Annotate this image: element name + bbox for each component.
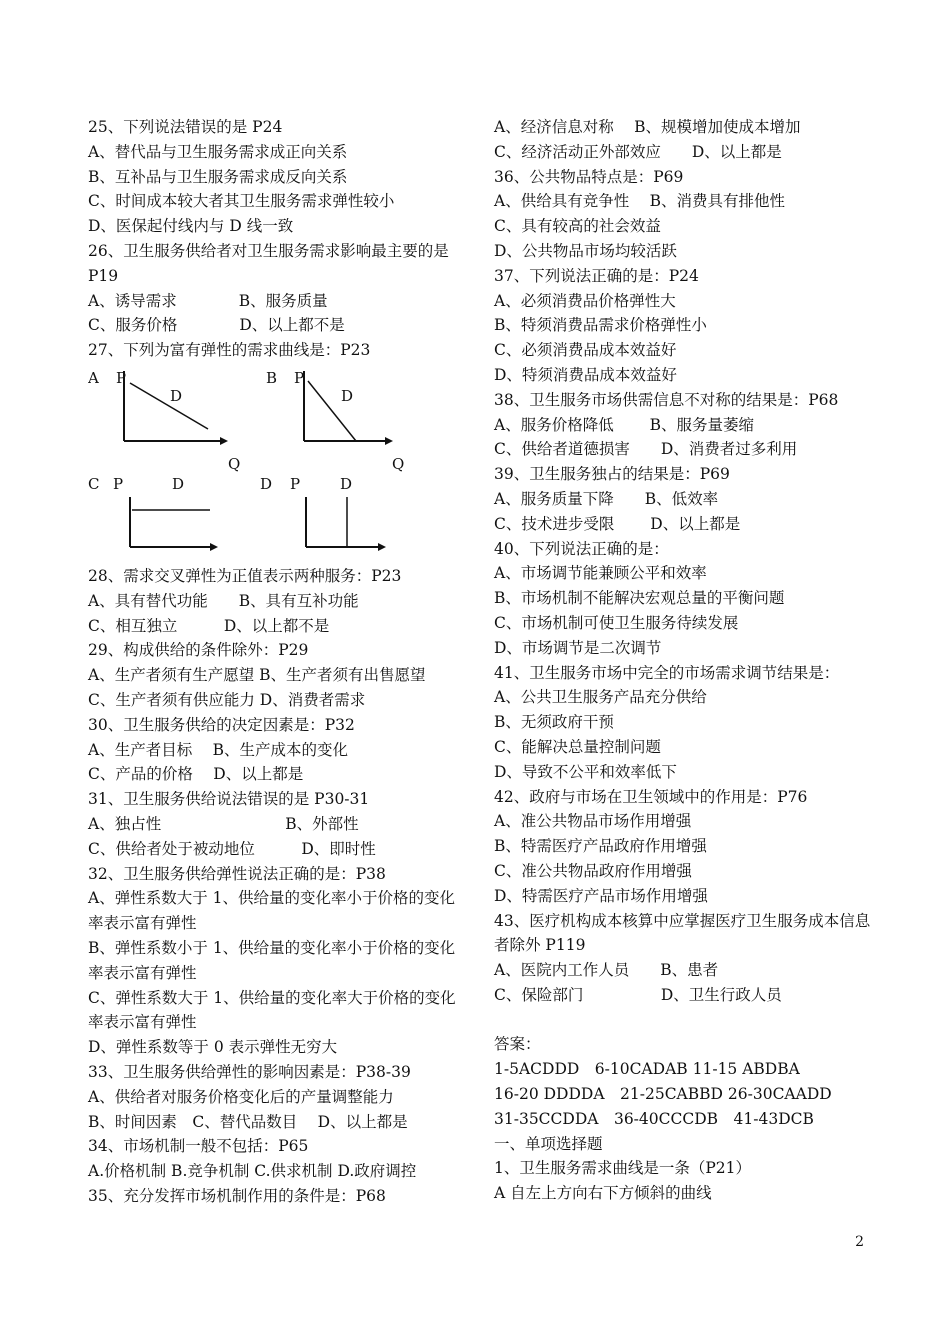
text-line: B、特需医疗产品政府作用增强 [494, 837, 707, 856]
text-line: C、具有较高的社会效益 [494, 217, 661, 236]
diagram-b-q-label: Q [392, 454, 405, 473]
answers-line: 31-35CCDDA 36-40CCCDB 41-43DCB [494, 1109, 814, 1128]
text-line: C、服务价格 D、以上都不是 [88, 316, 345, 335]
diagram-c-d-label: D [172, 474, 185, 493]
text-line: B、互补品与卫生服务需求成反向关系 [88, 167, 348, 186]
blank-line [494, 1008, 874, 1033]
text-line: B、市场机制不能解决宏观总量的平衡问题 [494, 589, 785, 608]
text-line: D、弹性系数等于 0 表示弹性无穷大 [88, 1038, 338, 1057]
text-line: 39、卫生服务独占的结果是：P69 [494, 465, 730, 484]
diagram-b-p-label: P [294, 368, 305, 387]
text-line: A、生产者目标 B、生产成本的变化 [88, 740, 349, 759]
text-line: 1、卫生服务需求曲线是一条（P21） [494, 1159, 752, 1178]
text-line: C、能解决总量控制问题 [494, 737, 661, 756]
right-column [494, 115, 874, 1206]
text-line: C、市场机制可使卫生服务待续发展 [494, 613, 739, 632]
diagram-c-p-label: P [113, 474, 124, 493]
text-line: C、时间成本较大者其卫生服务需求弹性较小 [88, 192, 395, 211]
diagram-b [266, 369, 404, 473]
diagram-d-arrow [378, 543, 386, 551]
text-line: 38、卫生服务市场供需信息不对称的结果是：P68 [494, 390, 839, 409]
text-line: A、弹性系数大于 1、供给量的变化率小于价格的变化率表示富有弹性 [88, 889, 455, 933]
diagram-a-demand-curve [130, 383, 208, 429]
diagram-a-d-label: D [170, 386, 183, 405]
answers-line: 1-5ACDDD 6-10CADAB 11-15 ABDBA [494, 1060, 800, 1079]
text-line: C、相互独立 D、以上都不是 [88, 616, 330, 635]
text-line: 42、政府与市场在卫生领域中的作用是：P76 [494, 787, 808, 806]
page-number: 2 [855, 1234, 864, 1250]
text-line: C、供给者处于被动地位 D、即时性 [88, 839, 376, 858]
text-line: 40、下列说法正确的是： [494, 539, 669, 558]
text-line: 26、卫生服务供给者对卫生服务需求影响最主要的是 P19 [88, 241, 449, 285]
text-line: 31、卫生服务供给说法错误的是 P30-31 [88, 790, 370, 809]
text-line: A、服务价格降低 B、服务量萎缩 [494, 415, 755, 434]
diagram-d-letter: D [260, 474, 273, 493]
text-line: A、生产者须有生产愿望 B、生产者须有出售愿望 [88, 666, 426, 685]
answers-heading: 答案： [494, 1035, 541, 1054]
text-line: A、经济信息对称 B、规模增加使成本增加 [494, 118, 801, 136]
text-line: A、服务质量下降 B、低效率 [494, 489, 719, 508]
text-line: 29、构成供给的条件除外：P29 [88, 641, 309, 660]
diagram-d-p-label: P [290, 474, 301, 493]
diagram-c [88, 475, 218, 551]
text-line: A、具有替代功能 B、具有互补功能 [88, 591, 359, 610]
text-line: C、经济活动正外部效应 D、以上都是 [494, 142, 782, 161]
text-line: 30、卫生服务供给的决定因素是：P32 [88, 715, 355, 734]
text-line: B、无须政府干预 [494, 713, 614, 732]
text-line: 27、下列为富有弹性的需求曲线是：P23 [88, 341, 371, 360]
demand-curve-figure [88, 363, 448, 564]
diagram-b-letter: B [266, 368, 278, 387]
text-line: B、时间因素 C、替代品数目 D、以上都是 [88, 1112, 408, 1131]
diagram-a-q-label: Q [228, 454, 241, 473]
diagram-c-letter: C [88, 474, 100, 493]
text-line: 43、医疗机构成本核算中应掌握医疗卫生服务成本信息者除外 P119 [494, 911, 871, 955]
text-line: C、必须消费品成本效益好 [494, 341, 677, 360]
diagram-a-p-label: P [116, 368, 127, 387]
text-line: A、替代品与卫生服务需求成正向关系 [88, 142, 348, 161]
text-line: C、技术进步受限 D、以上都是 [494, 514, 741, 533]
text-line: 35、充分发挥市场机制作用的条件是：P68 [88, 1186, 386, 1205]
text-line: A、供给具有竞争性 B、消费具有排他性 [494, 192, 786, 211]
text-line: A、市场调节能兼顾公平和效率 [494, 564, 707, 583]
text-line: A、独占性 B、外部性 [88, 814, 359, 833]
text-line: C、保险部门 D、卫生行政人员 [494, 985, 782, 1004]
text-line: A、准公共物品市场作用增强 [494, 812, 692, 831]
text-line: C、供给者道德损害 D、消费者过多利用 [494, 440, 798, 459]
text-line: 41、卫生服务市场中完全的市场需求调节结果是： [494, 663, 840, 682]
text-line: A、供给者对服务价格变化后的产量调整能力 [88, 1087, 394, 1106]
text-line: 37、下列说法正确的是：P24 [494, 266, 699, 285]
left-column [88, 115, 468, 1209]
diagram-b-d-label: D [341, 386, 354, 405]
demand-curve-diagrams [88, 363, 448, 564]
text-line: C、生产者须有供应能力 D、消费者需求 [88, 690, 366, 709]
answers-line: 16-20 DDDDA 21-25CABBD 26-30CAADD [494, 1085, 832, 1104]
text-line: A、必须消费品价格弹性大 [494, 291, 676, 310]
text-line: 36、公共物品特点是：P69 [494, 167, 684, 186]
diagram-d [260, 475, 386, 551]
text-line: C、产品的价格 D、以上都是 [88, 765, 304, 784]
section-heading: 一、单项选择题 [494, 1134, 603, 1153]
text-line: A、医院内工作人员 B、患者 [494, 961, 719, 980]
text-line: D、导致不公平和效率低下 [494, 762, 677, 781]
diagram-a-arrow [220, 437, 228, 445]
text-line: 25、下列说法错误的是 P24 [88, 118, 283, 136]
text-line: B、特须消费品需求价格弹性小 [494, 316, 707, 335]
text-line: C、弹性系数大于 1、供给量的变化率大于价格的变化率表示富有弹性 [88, 988, 456, 1032]
text-line: 28、需求交叉弹性为正值表示两种服务：P23 [88, 566, 402, 585]
text-line: A、公共卫生服务产品充分供给 [494, 688, 707, 707]
diagram-a [88, 369, 240, 473]
text-line: D、特需医疗产品市场作用增强 [494, 886, 708, 905]
text-line: D、特须消费品成本效益好 [494, 365, 677, 384]
text-line: 34、市场机制一般不包括：P65 [88, 1137, 309, 1156]
text-line: C、准公共物品政府作用增强 [494, 861, 692, 880]
text-line: B、弹性系数小于 1、供给量的变化率小于价格的变化率表示富有弹性 [88, 938, 456, 982]
text-line: A.价格机制 B.竞争机制 C.供求机制 D.政府调控 [88, 1162, 417, 1181]
text-line: D、市场调节是二次调节 [494, 638, 662, 657]
text-line: A 自左上方向右下方倾斜的曲线 [494, 1184, 712, 1203]
diagram-c-arrow [210, 543, 218, 551]
text-line: A、诱导需求 B、服务质量 [88, 291, 328, 310]
diagram-a-letter: A [88, 368, 99, 387]
text-line: D、公共物品市场均较活跃 [494, 241, 677, 260]
diagram-b-arrow [385, 437, 393, 445]
text-line: 32、卫生服务供给弹性说法正确的是：P38 [88, 864, 386, 883]
text-line: D、医保起付线内与 D 线一致 [88, 217, 294, 236]
text-line: 33、卫生服务供给弹性的影响因素是：P38-39 [88, 1062, 411, 1081]
diagram-d-d-label: D [340, 474, 353, 493]
